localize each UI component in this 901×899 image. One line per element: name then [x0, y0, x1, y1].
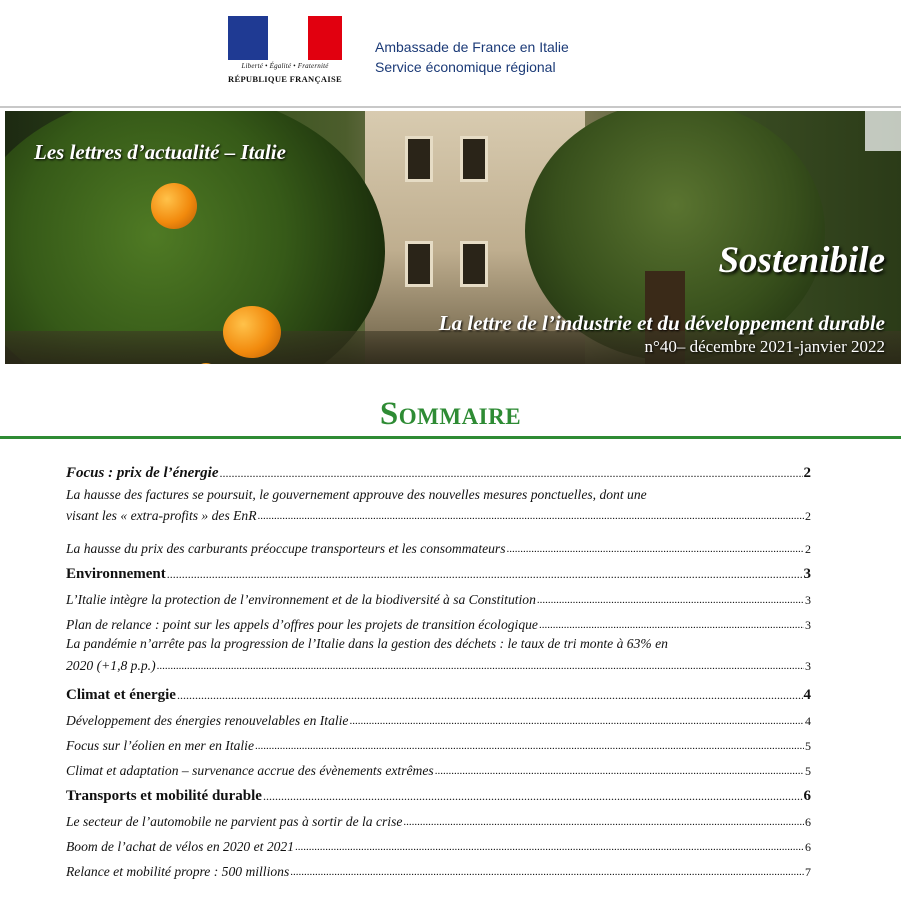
sommaire-title: Sommaire [379, 396, 522, 432]
toc-entry-title: Climat et adaptation – survenance accrue des évènements extrêmes [66, 763, 434, 778]
toc-section[interactable] [66, 557, 811, 583]
toc-section[interactable] [66, 456, 811, 482]
header-divider [0, 106, 901, 108]
sommaire-rule [0, 436, 901, 439]
banner-issue: n°40– décembre 2021-janvier 2022 [644, 337, 885, 356]
toc-section[interactable] [66, 779, 811, 805]
toc-section[interactable] [66, 678, 811, 704]
toc-entry-title: Relance et mobilité propre : 500 millions [66, 864, 290, 879]
toc-subentry[interactable] [66, 830, 811, 855]
toc-subentry[interactable] [66, 754, 811, 779]
toc-entry-title: Transports et mobilité durable [66, 788, 262, 804]
toc-entry-title: La hausse des factures se poursuit, le gouvernement approuve des nouvelles mesures ponctuelles, dont une [66, 487, 647, 502]
toc-subentry[interactable] [66, 729, 811, 754]
toc-page-number: 2 [805, 509, 811, 523]
toc-page-number: 3 [805, 618, 811, 632]
org-service: Service économique régional [375, 59, 556, 75]
toc-entry-title: Focus : prix de l’énergie [66, 465, 219, 481]
banner-image [5, 111, 901, 364]
toc-page-number: 3 [803, 566, 811, 582]
toc-entry-title: La hausse du prix des carburants préoccupe transporteurs et les consommateurs [66, 541, 506, 556]
orange-fruit [151, 183, 197, 229]
toc-entry-title: Climat et énergie [66, 687, 176, 703]
toc-page-number: 2 [803, 465, 811, 481]
table-of-contents [66, 456, 811, 880]
toc-entry-title-cont: visant les « extra-profits » des EnR [66, 508, 257, 523]
toc-subentry[interactable] [66, 486, 811, 524]
toc-entry-title: Développement des énergies renouvelables en Italie [66, 713, 349, 728]
toc-subentry[interactable] [66, 704, 811, 729]
banner-series: Les lettres d’actualité – Italie [34, 140, 286, 164]
organization-block [375, 37, 569, 77]
toc-subentry[interactable] [66, 855, 811, 880]
banner-subtitle: La lettre de l’industrie et du développement durable [438, 311, 885, 335]
toc-page-number: 6 [805, 840, 811, 854]
toc-subentry[interactable] [66, 805, 811, 830]
toc-subentry[interactable] [66, 635, 811, 674]
toc-entry-title: Boom de l’achat de vélos en 2020 et 2021 [66, 839, 295, 854]
republique-francaise-logo [228, 16, 342, 88]
toc-subentry[interactable] [66, 532, 811, 557]
toc-page-number: 4 [803, 687, 811, 703]
toc-entry-title: Focus sur l’éolien en mer en Italie [66, 738, 254, 753]
logo-motto: Liberté • Égalité • Fraternité [241, 62, 329, 70]
toc-entry-title: Plan de relance : point sur les appels d’offres pour les projets de transition écologique [66, 617, 538, 632]
toc-entry-title: Environnement [66, 566, 166, 582]
toc-entry-title: La pandémie n’arrête pas la progression de l’Italie dans la gestion des déchets : le taux de tri monte à 63% en [66, 636, 668, 651]
banner-title: Sostenibile [718, 240, 885, 281]
toc-page-number: 6 [805, 815, 811, 829]
toc-page-number: 4 [805, 714, 811, 728]
toc-page-number: 5 [805, 739, 811, 753]
org-name: Ambassade de France en Italie [375, 39, 569, 55]
toc-page-number: 6 [803, 788, 811, 804]
toc-entry-title: Le secteur de l’automobile ne parvient pas à sortir de la crise [66, 814, 403, 829]
toc-subentry[interactable] [66, 608, 811, 633]
logo-name: RÉPUBLIQUE FRANÇAISE [228, 74, 342, 84]
toc-entry-title: L’Italie intègre la protection de l’environnement et de la biodiversité à sa Constitution [66, 592, 536, 607]
marianne-flag-icon [228, 16, 342, 60]
toc-entry-title-cont: 2020 (+1,8 p.p.) [66, 658, 156, 673]
toc-page-number: 2 [805, 542, 811, 556]
toc-subentry[interactable] [66, 583, 811, 608]
toc-page-number: 3 [805, 593, 811, 607]
toc-page-number: 3 [805, 659, 811, 673]
orange-fruit [223, 306, 281, 358]
toc-page-number: 5 [805, 764, 811, 778]
toc-page-number: 7 [805, 865, 811, 879]
